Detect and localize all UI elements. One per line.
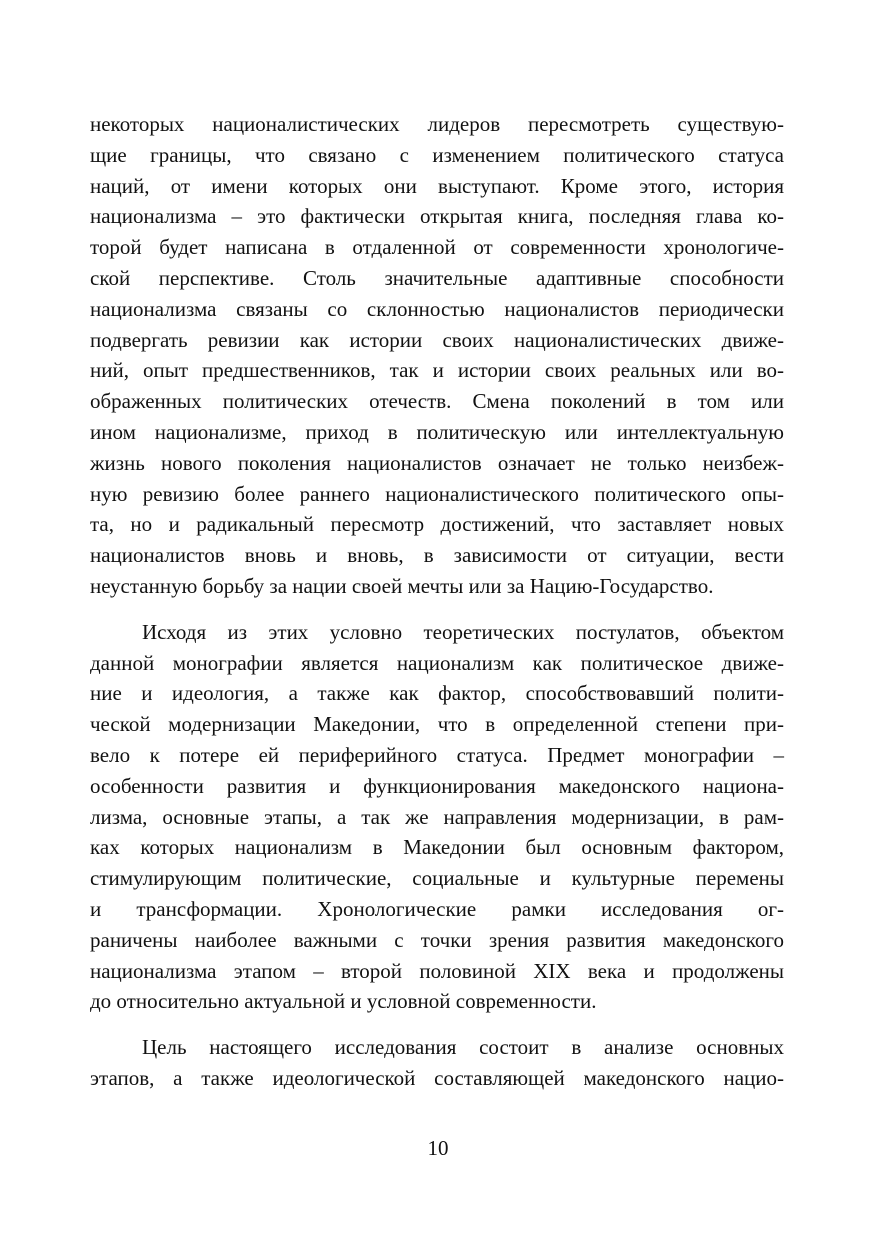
text-line: национализма связаны со склонностью националистов периодически xyxy=(90,296,784,321)
text-line: ние и идеология, а также как фактор, способствовавший полити- xyxy=(90,681,784,706)
text-line: особенности развития и функционирования македонского национа- xyxy=(90,773,784,798)
paragraph-gap xyxy=(90,1017,784,1032)
text-line: ином национализме, приход в политическую или интеллектуальную xyxy=(90,419,784,444)
text-line: ках которых национализм в Македонии был основным фактором, xyxy=(90,835,784,860)
text-line: национализма – это фактически открытая книга, последняя глава ко- xyxy=(90,204,784,229)
text-line: некоторых националистических лидеров пересмотреть существую- xyxy=(90,112,784,136)
text-line: торой будет написана в отдаленной от современности хронологиче- xyxy=(90,235,784,260)
text-line: Исходя из этих условно теоретических постулатов, объектом xyxy=(142,619,784,644)
text-line: ображенных политических отечеств. Смена поколений в том или xyxy=(90,389,784,414)
text-line: неустанную борьбу за нации своей мечты или за Нацию-Государство. xyxy=(90,573,714,598)
text-line: ской перспективе. Столь значительные адаптивные способности xyxy=(90,265,784,290)
text-line: национализма этапом – второй половиной XIX века и продолжены xyxy=(90,958,784,983)
text-line: этапов, а также идеологической составляющей македонского нацио- xyxy=(90,1065,784,1090)
text-line: ную ревизию более раннего националистического политического опы- xyxy=(90,481,784,506)
text-line: данной монографии является национализм как политическое движе- xyxy=(90,650,784,675)
text-line: лизма, основные этапы, а так же направления модернизации, в рам- xyxy=(90,804,784,829)
paragraph-1 xyxy=(90,109,784,602)
text-line: раничены наиболее важными с точки зрения развития македонского xyxy=(90,927,784,952)
paragraph-gap xyxy=(90,602,784,617)
text-line: стимулирующим политические, социальные и культурные перемены xyxy=(90,866,784,891)
text-line: жизнь нового поколения националистов означает не только неизбеж- xyxy=(90,450,784,475)
book-page xyxy=(90,109,784,1094)
text-line: щие границы, что связано с изменением политического статуса xyxy=(90,142,784,167)
page-number: 10 xyxy=(427,1136,449,1160)
paragraph-2 xyxy=(90,617,784,1017)
text-line: наций, от имени которых они выступают. Кроме этого, история xyxy=(90,173,784,198)
text-line: Цель настоящего исследования состоит в анализе основных xyxy=(142,1035,784,1060)
text-line: ческой модернизации Македонии, что в определенной степени при- xyxy=(90,712,784,737)
text-line: вело к потере ей периферийного статуса. Предмет монографии – xyxy=(90,742,784,767)
text-line: ний, опыт предшественников, так и истории своих реальных или во- xyxy=(90,358,784,383)
text-line: подвергать ревизии как истории своих националистических движе- xyxy=(90,327,784,352)
text-line: и трансформации. Хронологические рамки исследования ог- xyxy=(90,896,784,921)
text-line: та, но и радикальный пересмотр достижений, что заставляет новых xyxy=(90,512,784,537)
text-line: националистов вновь и вновь, в зависимости от ситуации, вести xyxy=(90,543,784,568)
paragraph-3 xyxy=(90,1032,784,1094)
text-line: до относительно актуальной и условной современности. xyxy=(90,989,597,1014)
